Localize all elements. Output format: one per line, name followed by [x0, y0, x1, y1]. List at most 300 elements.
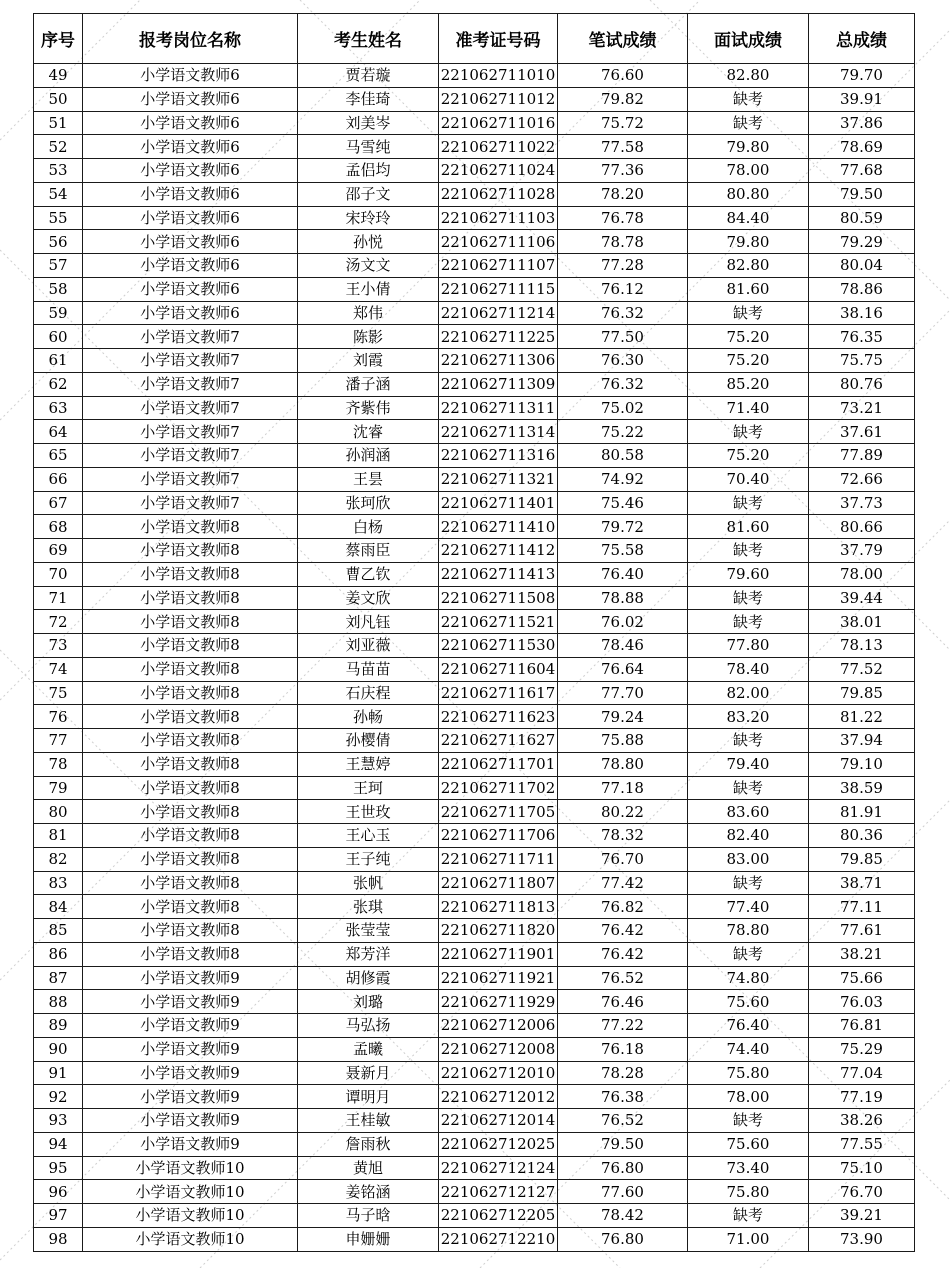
ticket-cell: 221062711115 [439, 277, 558, 301]
position-cell: 小学语文教师7 [83, 325, 298, 349]
interview-score-cell: 74.40 [688, 1037, 809, 1061]
interview-score-cell: 78.00 [688, 159, 809, 183]
table-row [34, 1132, 915, 1156]
total-score-cell: 39.91 [809, 87, 915, 111]
name-cell: 马弘扬 [298, 1014, 439, 1038]
ticket-cell: 221062712205 [439, 1204, 558, 1228]
ticket-cell: 221062711705 [439, 800, 558, 824]
table-row [34, 277, 915, 301]
name-cell: 孙樱倩 [298, 729, 439, 753]
interview-score-cell: 70.40 [688, 467, 809, 491]
ticket-cell: 221062711604 [439, 657, 558, 681]
interview-score-cell: 74.80 [688, 966, 809, 990]
ticket-cell: 221062711316 [439, 444, 558, 468]
table-row [34, 729, 915, 753]
ticket-cell: 221062711321 [439, 467, 558, 491]
position-cell: 小学语文教师8 [83, 871, 298, 895]
position-cell: 小学语文教师7 [83, 491, 298, 515]
seq-cell: 90 [34, 1037, 83, 1061]
table-row [34, 64, 915, 88]
seq-cell: 51 [34, 111, 83, 135]
written-score-cell: 76.46 [558, 990, 688, 1014]
written-score-cell: 79.82 [558, 87, 688, 111]
total-score-cell: 76.35 [809, 325, 915, 349]
total-score-cell: 78.13 [809, 634, 915, 658]
total-score-cell: 80.76 [809, 372, 915, 396]
name-cell: 王小倩 [298, 277, 439, 301]
interview-score-cell: 缺考 [688, 539, 809, 563]
written-score-cell: 78.46 [558, 634, 688, 658]
name-cell: 刘亚薇 [298, 634, 439, 658]
name-cell: 黄旭 [298, 1156, 439, 1180]
ticket-cell: 221062712010 [439, 1061, 558, 1085]
seq-cell: 95 [34, 1156, 83, 1180]
total-score-cell: 73.90 [809, 1227, 915, 1251]
ticket-cell: 221062711530 [439, 634, 558, 658]
position-cell: 小学语文教师8 [83, 895, 298, 919]
table-row [34, 895, 915, 919]
seq-cell: 84 [34, 895, 83, 919]
name-cell: 王珂 [298, 776, 439, 800]
table-row [34, 1227, 915, 1251]
ticket-cell: 221062711508 [439, 586, 558, 610]
ticket-cell: 221062712210 [439, 1227, 558, 1251]
table-row [34, 254, 915, 278]
written-score-cell: 78.78 [558, 230, 688, 254]
total-score-cell: 77.68 [809, 159, 915, 183]
seq-cell: 91 [34, 1061, 83, 1085]
seq-cell: 53 [34, 159, 83, 183]
position-cell: 小学语文教师8 [83, 657, 298, 681]
ticket-cell: 221062712025 [439, 1132, 558, 1156]
written-score-cell: 74.92 [558, 467, 688, 491]
name-cell: 邵子文 [298, 182, 439, 206]
ticket-cell: 221062711413 [439, 562, 558, 586]
seq-cell: 69 [34, 539, 83, 563]
table-row [34, 657, 915, 681]
interview-score-cell: 缺考 [688, 871, 809, 895]
position-cell: 小学语文教师8 [83, 539, 298, 563]
header-ticket: 准考证号码 [439, 14, 558, 64]
seq-cell: 56 [34, 230, 83, 254]
written-score-cell: 76.64 [558, 657, 688, 681]
position-cell: 小学语文教师9 [83, 1109, 298, 1133]
table-row [34, 847, 915, 871]
interview-score-cell: 71.00 [688, 1227, 809, 1251]
total-score-cell: 37.94 [809, 729, 915, 753]
interview-score-cell: 缺考 [688, 301, 809, 325]
seq-cell: 82 [34, 847, 83, 871]
ticket-cell: 221062711706 [439, 824, 558, 848]
written-score-cell: 77.60 [558, 1180, 688, 1204]
written-score-cell: 76.30 [558, 349, 688, 373]
table-row [34, 87, 915, 111]
total-score-cell: 73.21 [809, 396, 915, 420]
total-score-cell: 80.36 [809, 824, 915, 848]
name-cell: 聂新月 [298, 1061, 439, 1085]
written-score-cell: 78.42 [558, 1204, 688, 1228]
header-row [34, 14, 915, 64]
header-total: 总成绩 [809, 14, 915, 64]
written-score-cell: 79.50 [558, 1132, 688, 1156]
name-cell: 詹雨秋 [298, 1132, 439, 1156]
ticket-cell: 221062711103 [439, 206, 558, 230]
total-score-cell: 78.00 [809, 562, 915, 586]
total-score-cell: 78.86 [809, 277, 915, 301]
ticket-cell: 221062711820 [439, 919, 558, 943]
total-score-cell: 75.10 [809, 1156, 915, 1180]
total-score-cell: 38.26 [809, 1109, 915, 1133]
ticket-cell: 221062712012 [439, 1085, 558, 1109]
table-row [34, 444, 915, 468]
total-score-cell: 37.61 [809, 420, 915, 444]
total-score-cell: 37.79 [809, 539, 915, 563]
position-cell: 小学语文教师6 [83, 159, 298, 183]
position-cell: 小学语文教师8 [83, 515, 298, 539]
table-row [34, 966, 915, 990]
position-cell: 小学语文教师7 [83, 420, 298, 444]
interview-score-cell: 82.00 [688, 681, 809, 705]
position-cell: 小学语文教师6 [83, 87, 298, 111]
written-score-cell: 78.32 [558, 824, 688, 848]
table-row [34, 372, 915, 396]
written-score-cell: 77.22 [558, 1014, 688, 1038]
seq-cell: 88 [34, 990, 83, 1014]
position-cell: 小学语文教师6 [83, 135, 298, 159]
seq-cell: 83 [34, 871, 83, 895]
table-row [34, 1061, 915, 1085]
score-table [33, 13, 915, 1252]
interview-score-cell: 缺考 [688, 87, 809, 111]
interview-score-cell: 79.80 [688, 230, 809, 254]
total-score-cell: 75.29 [809, 1037, 915, 1061]
name-cell: 王世玫 [298, 800, 439, 824]
position-cell: 小学语文教师7 [83, 444, 298, 468]
interview-score-cell: 75.60 [688, 1132, 809, 1156]
table-row [34, 942, 915, 966]
name-cell: 宋玲玲 [298, 206, 439, 230]
total-score-cell: 38.21 [809, 942, 915, 966]
interview-score-cell: 83.20 [688, 705, 809, 729]
interview-score-cell: 78.80 [688, 919, 809, 943]
header-seq: 序号 [34, 14, 83, 64]
position-cell: 小学语文教师9 [83, 1037, 298, 1061]
name-cell: 曹乙钦 [298, 562, 439, 586]
seq-cell: 96 [34, 1180, 83, 1204]
seq-cell: 79 [34, 776, 83, 800]
position-cell: 小学语文教师6 [83, 254, 298, 278]
total-score-cell: 76.81 [809, 1014, 915, 1038]
written-score-cell: 80.22 [558, 800, 688, 824]
seq-cell: 49 [34, 64, 83, 88]
interview-score-cell: 79.60 [688, 562, 809, 586]
ticket-cell: 221062712006 [439, 1014, 558, 1038]
position-cell: 小学语文教师10 [83, 1204, 298, 1228]
seq-cell: 57 [34, 254, 83, 278]
total-score-cell: 75.75 [809, 349, 915, 373]
total-score-cell: 79.10 [809, 752, 915, 776]
seq-cell: 94 [34, 1132, 83, 1156]
written-score-cell: 75.46 [558, 491, 688, 515]
name-cell: 胡修霞 [298, 966, 439, 990]
interview-score-cell: 84.40 [688, 206, 809, 230]
written-score-cell: 76.60 [558, 64, 688, 88]
position-cell: 小学语文教师8 [83, 776, 298, 800]
name-cell: 马雪纯 [298, 135, 439, 159]
ticket-cell: 221062711701 [439, 752, 558, 776]
position-cell: 小学语文教师9 [83, 1061, 298, 1085]
ticket-cell: 221062711309 [439, 372, 558, 396]
interview-score-cell: 缺考 [688, 491, 809, 515]
ticket-cell: 221062712008 [439, 1037, 558, 1061]
table-row [34, 515, 915, 539]
written-score-cell: 76.32 [558, 301, 688, 325]
written-score-cell: 76.70 [558, 847, 688, 871]
table-row [34, 325, 915, 349]
total-score-cell: 38.16 [809, 301, 915, 325]
total-score-cell: 77.04 [809, 1061, 915, 1085]
name-cell: 刘璐 [298, 990, 439, 1014]
position-cell: 小学语文教师6 [83, 206, 298, 230]
name-cell: 王子纯 [298, 847, 439, 871]
total-score-cell: 79.29 [809, 230, 915, 254]
name-cell: 汤文文 [298, 254, 439, 278]
interview-score-cell: 缺考 [688, 586, 809, 610]
written-score-cell: 77.42 [558, 871, 688, 895]
position-cell: 小学语文教师8 [83, 681, 298, 705]
seq-cell: 98 [34, 1227, 83, 1251]
total-score-cell: 37.86 [809, 111, 915, 135]
name-cell: 孟侣均 [298, 159, 439, 183]
ticket-cell: 221062711028 [439, 182, 558, 206]
interview-score-cell: 76.40 [688, 1014, 809, 1038]
table-row [34, 1085, 915, 1109]
table-row [34, 230, 915, 254]
total-score-cell: 79.85 [809, 847, 915, 871]
name-cell: 刘美岑 [298, 111, 439, 135]
ticket-cell: 221062711311 [439, 396, 558, 420]
seq-cell: 50 [34, 87, 83, 111]
total-score-cell: 79.85 [809, 681, 915, 705]
interview-score-cell: 75.60 [688, 990, 809, 1014]
table-row [34, 206, 915, 230]
seq-cell: 52 [34, 135, 83, 159]
interview-score-cell: 75.20 [688, 444, 809, 468]
written-score-cell: 78.88 [558, 586, 688, 610]
position-cell: 小学语文教师9 [83, 990, 298, 1014]
table-row [34, 610, 915, 634]
total-score-cell: 79.70 [809, 64, 915, 88]
interview-score-cell: 缺考 [688, 610, 809, 634]
total-score-cell: 77.55 [809, 1132, 915, 1156]
ticket-cell: 221062711627 [439, 729, 558, 753]
seq-cell: 68 [34, 515, 83, 539]
total-score-cell: 39.44 [809, 586, 915, 610]
table-row [34, 919, 915, 943]
seq-cell: 86 [34, 942, 83, 966]
interview-score-cell: 73.40 [688, 1156, 809, 1180]
table-body [34, 64, 915, 1252]
interview-score-cell: 75.80 [688, 1061, 809, 1085]
interview-score-cell: 缺考 [688, 1204, 809, 1228]
seq-cell: 73 [34, 634, 83, 658]
seq-cell: 59 [34, 301, 83, 325]
total-score-cell: 77.52 [809, 657, 915, 681]
position-cell: 小学语文教师6 [83, 182, 298, 206]
interview-score-cell: 77.80 [688, 634, 809, 658]
interview-score-cell: 81.60 [688, 277, 809, 301]
name-cell: 白杨 [298, 515, 439, 539]
total-score-cell: 75.66 [809, 966, 915, 990]
position-cell: 小学语文教师9 [83, 1132, 298, 1156]
written-score-cell: 76.38 [558, 1085, 688, 1109]
written-score-cell: 75.72 [558, 111, 688, 135]
table-row [34, 1037, 915, 1061]
position-cell: 小学语文教师9 [83, 1014, 298, 1038]
total-score-cell: 72.66 [809, 467, 915, 491]
ticket-cell: 221062711010 [439, 64, 558, 88]
position-cell: 小学语文教师10 [83, 1156, 298, 1180]
table-row [34, 135, 915, 159]
seq-cell: 67 [34, 491, 83, 515]
header-position: 报考岗位名称 [83, 14, 298, 64]
total-score-cell: 38.71 [809, 871, 915, 895]
ticket-cell: 221062711929 [439, 990, 558, 1014]
written-score-cell: 80.58 [558, 444, 688, 468]
table-row [34, 1014, 915, 1038]
ticket-cell: 221062711410 [439, 515, 558, 539]
position-cell: 小学语文教师8 [83, 729, 298, 753]
written-score-cell: 75.02 [558, 396, 688, 420]
seq-cell: 58 [34, 277, 83, 301]
name-cell: 马苗苗 [298, 657, 439, 681]
interview-score-cell: 82.80 [688, 64, 809, 88]
written-score-cell: 79.72 [558, 515, 688, 539]
position-cell: 小学语文教师8 [83, 800, 298, 824]
name-cell: 孙润涵 [298, 444, 439, 468]
table-row [34, 990, 915, 1014]
interview-score-cell: 82.40 [688, 824, 809, 848]
ticket-cell: 221062711214 [439, 301, 558, 325]
written-score-cell: 76.42 [558, 919, 688, 943]
position-cell: 小学语文教师8 [83, 847, 298, 871]
ticket-cell: 221062711702 [439, 776, 558, 800]
written-score-cell: 78.28 [558, 1061, 688, 1085]
name-cell: 陈影 [298, 325, 439, 349]
ticket-cell: 221062711711 [439, 847, 558, 871]
table-row [34, 824, 915, 848]
position-cell: 小学语文教师8 [83, 562, 298, 586]
seq-cell: 72 [34, 610, 83, 634]
table-row [34, 1204, 915, 1228]
total-score-cell: 38.59 [809, 776, 915, 800]
total-score-cell: 77.11 [809, 895, 915, 919]
total-score-cell: 77.19 [809, 1085, 915, 1109]
written-score-cell: 76.52 [558, 966, 688, 990]
written-score-cell: 76.18 [558, 1037, 688, 1061]
table-row [34, 562, 915, 586]
interview-score-cell: 80.80 [688, 182, 809, 206]
ticket-cell: 221062712124 [439, 1156, 558, 1180]
name-cell: 姜铭涵 [298, 1180, 439, 1204]
ticket-cell: 221062711412 [439, 539, 558, 563]
written-score-cell: 75.58 [558, 539, 688, 563]
position-cell: 小学语文教师6 [83, 230, 298, 254]
seq-cell: 97 [34, 1204, 83, 1228]
table-row [34, 111, 915, 135]
total-score-cell: 39.21 [809, 1204, 915, 1228]
written-score-cell: 76.42 [558, 942, 688, 966]
name-cell: 蔡雨臣 [298, 539, 439, 563]
name-cell: 张琪 [298, 895, 439, 919]
position-cell: 小学语文教师6 [83, 301, 298, 325]
seq-cell: 81 [34, 824, 83, 848]
seq-cell: 77 [34, 729, 83, 753]
ticket-cell: 221062711921 [439, 966, 558, 990]
written-score-cell: 76.02 [558, 610, 688, 634]
total-score-cell: 77.61 [809, 919, 915, 943]
written-score-cell: 78.80 [558, 752, 688, 776]
written-score-cell: 76.80 [558, 1156, 688, 1180]
interview-score-cell: 75.20 [688, 325, 809, 349]
written-score-cell: 77.70 [558, 681, 688, 705]
name-cell: 王慧婷 [298, 752, 439, 776]
position-cell: 小学语文教师10 [83, 1227, 298, 1251]
seq-cell: 74 [34, 657, 83, 681]
seq-cell: 87 [34, 966, 83, 990]
table-row [34, 871, 915, 895]
name-cell: 郑芳洋 [298, 942, 439, 966]
seq-cell: 61 [34, 349, 83, 373]
written-score-cell: 77.36 [558, 159, 688, 183]
interview-score-cell: 缺考 [688, 111, 809, 135]
written-score-cell: 75.88 [558, 729, 688, 753]
interview-score-cell: 71.40 [688, 396, 809, 420]
interview-score-cell: 85.20 [688, 372, 809, 396]
seq-cell: 75 [34, 681, 83, 705]
name-cell: 张帆 [298, 871, 439, 895]
interview-score-cell: 81.60 [688, 515, 809, 539]
name-cell: 张珂欣 [298, 491, 439, 515]
name-cell: 郑伟 [298, 301, 439, 325]
name-cell: 孙畅 [298, 705, 439, 729]
name-cell: 石庆程 [298, 681, 439, 705]
seq-cell: 92 [34, 1085, 83, 1109]
position-cell: 小学语文教师8 [83, 824, 298, 848]
name-cell: 谭明月 [298, 1085, 439, 1109]
ticket-cell: 221062711107 [439, 254, 558, 278]
position-cell: 小学语文教师7 [83, 372, 298, 396]
table-row [34, 420, 915, 444]
total-score-cell: 80.66 [809, 515, 915, 539]
written-score-cell: 76.32 [558, 372, 688, 396]
written-score-cell: 76.78 [558, 206, 688, 230]
interview-score-cell: 83.60 [688, 800, 809, 824]
seq-cell: 63 [34, 396, 83, 420]
ticket-cell: 221062711022 [439, 135, 558, 159]
interview-score-cell: 82.80 [688, 254, 809, 278]
table-row [34, 159, 915, 183]
position-cell: 小学语文教师7 [83, 396, 298, 420]
name-cell: 马子晗 [298, 1204, 439, 1228]
ticket-cell: 221062711306 [439, 349, 558, 373]
ticket-cell: 221062711314 [439, 420, 558, 444]
interview-score-cell: 77.40 [688, 895, 809, 919]
table-row [34, 349, 915, 373]
table-row [34, 776, 915, 800]
table-row [34, 539, 915, 563]
position-cell: 小学语文教师8 [83, 919, 298, 943]
